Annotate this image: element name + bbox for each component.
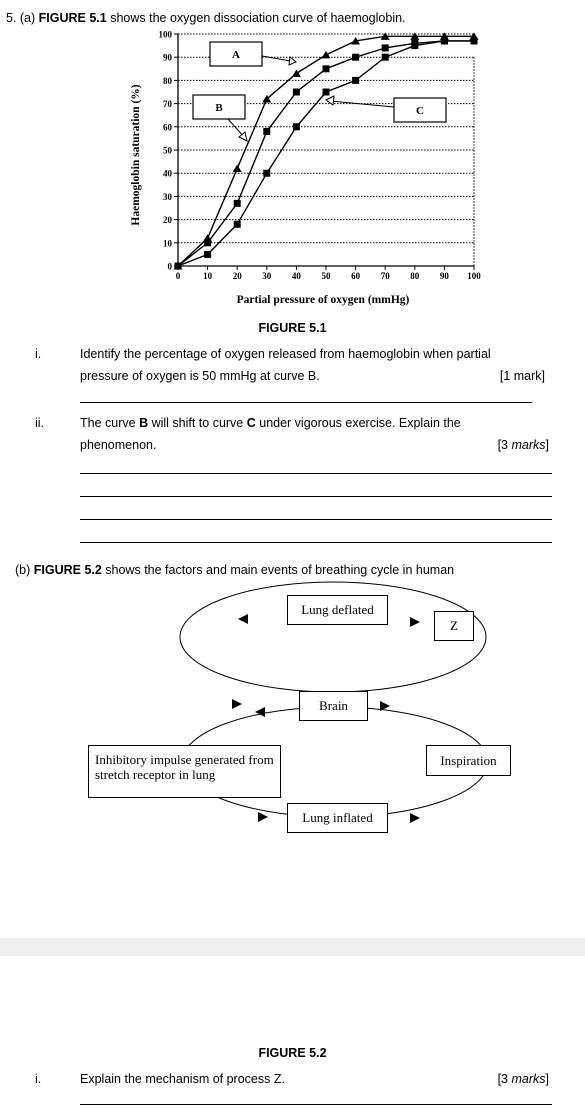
data-point-b — [263, 128, 270, 135]
cycle-arrow — [410, 617, 420, 627]
data-point-c — [352, 77, 359, 84]
data-point-a — [292, 69, 301, 77]
x-tick-label: 10 — [203, 271, 213, 281]
data-point-c — [382, 54, 389, 61]
question-ii-marks: [3 marks] — [497, 438, 549, 452]
figure-5-1-chart — [0, 0, 585, 320]
cycle-arrow — [258, 812, 268, 822]
cycle-arrow — [255, 707, 265, 717]
data-point-c — [263, 170, 270, 177]
y-tick-label: 40 — [163, 168, 172, 179]
x-tick-label: 40 — [291, 271, 301, 281]
figure-5-2-caption: FIGURE 5.2 — [258, 1046, 327, 1060]
label-b: B — [215, 102, 223, 114]
x-tick-label: 50 — [321, 271, 331, 281]
answer-line[interactable] — [80, 473, 552, 474]
y-tick-label: 20 — [163, 215, 172, 226]
answer-line[interactable] — [80, 402, 532, 403]
answer-line[interactable] — [80, 542, 552, 543]
y-tick-label: 60 — [163, 122, 172, 133]
x-tick-label: 20 — [232, 271, 242, 281]
data-point-a — [322, 51, 331, 59]
label-c-arrowhead — [326, 96, 334, 105]
question-b-i-number: i. — [35, 1072, 42, 1086]
answer-line[interactable] — [80, 496, 552, 497]
y-tick-label: 30 — [163, 191, 172, 202]
y-axis-label: Haemoglobin saturation (%) — [130, 84, 142, 226]
lung-deflated-box: Lung deflated — [287, 595, 388, 625]
question-ii-number: ii. — [35, 416, 45, 430]
label-a: A — [232, 49, 240, 61]
y-tick-label: 70 — [163, 99, 172, 110]
question-5b-heading: (b) FIGURE 5.2 shows the factors and main events of breathing cycle in human — [15, 563, 455, 577]
data-point-b — [204, 239, 211, 246]
figure-5-2-ref: FIGURE 5.2 — [33, 563, 102, 577]
y-tick-label: 100 — [158, 29, 172, 40]
answer-line[interactable] — [80, 519, 552, 520]
cycle-arrow — [410, 813, 420, 823]
lung-inflated-box: Lung inflated — [287, 803, 388, 833]
question-ii-line2: phenomenon. — [80, 438, 157, 452]
data-point-c — [204, 251, 211, 258]
y-tick-label: 0 — [167, 261, 172, 272]
figure-5-1-caption: FIGURE 5.1 — [258, 321, 327, 335]
cycle-arrow — [238, 614, 248, 624]
y-tick-label: 50 — [163, 145, 172, 156]
z-box: Z — [434, 611, 474, 641]
x-tick-label: 30 — [262, 271, 272, 281]
data-point-c — [293, 123, 300, 130]
page-break — [0, 938, 585, 956]
y-tick-label: 80 — [163, 75, 172, 86]
x-tick-label: 70 — [380, 271, 390, 281]
x-axis-label: Partial pressure of oxygen (mmHg) — [236, 294, 410, 306]
data-point-b — [382, 44, 389, 51]
inhibitory-impulse-box: Inhibitory impulse generated from stretch receptor in lung — [88, 745, 281, 798]
question-i-number: i. — [35, 347, 42, 361]
question-i-line2: pressure of oxygen is 50 mmHg at curve B. — [80, 369, 320, 383]
data-point-b — [293, 89, 300, 96]
data-point-b — [234, 200, 241, 207]
y-tick-label: 90 — [163, 52, 172, 63]
label-c-arrow — [330, 101, 394, 107]
data-point-c — [471, 37, 478, 44]
question-ii-line1: The curve B will shift to curve C under vigorous exercise. Explain the — [80, 416, 461, 430]
data-point-c — [411, 42, 418, 49]
question-b-i-text: Explain the mechanism of process Z. — [80, 1072, 285, 1086]
data-point-c — [323, 89, 330, 96]
data-point-b — [323, 65, 330, 72]
data-point-b — [352, 54, 359, 61]
data-point-c — [441, 37, 448, 44]
data-point-a — [233, 165, 242, 173]
brain-box: Brain — [299, 691, 368, 721]
y-tick-label: 10 — [163, 238, 172, 249]
x-tick-label: 90 — [439, 271, 449, 281]
figure-5-1-ref: FIGURE 5.1 — [38, 11, 107, 25]
x-tick-label: 60 — [351, 271, 361, 281]
label-c: C — [416, 105, 424, 117]
x-tick-label: 100 — [467, 271, 481, 281]
x-tick-label: 80 — [410, 271, 420, 281]
data-point-c — [234, 221, 241, 228]
series-line-c — [178, 41, 474, 266]
answer-line[interactable] — [80, 1104, 552, 1105]
question-i-line1: Identify the percentage of oxygen released from haemoglobin when partial — [80, 347, 491, 361]
question-i-marks: [1 mark] — [499, 369, 545, 383]
cycle-arrow — [232, 699, 242, 709]
question-5a-heading: 5. (a) FIGURE 5.1 shows the oxygen dissociation curve of haemoglobin. — [6, 11, 406, 25]
data-point-c — [175, 263, 182, 270]
label-a-arrowhead — [289, 57, 296, 65]
inspiration-box: Inspiration — [426, 745, 511, 776]
question-b-i-marks: [3 marks] — [497, 1072, 549, 1086]
series-line-b — [178, 41, 474, 266]
x-tick-label: 0 — [175, 271, 181, 281]
